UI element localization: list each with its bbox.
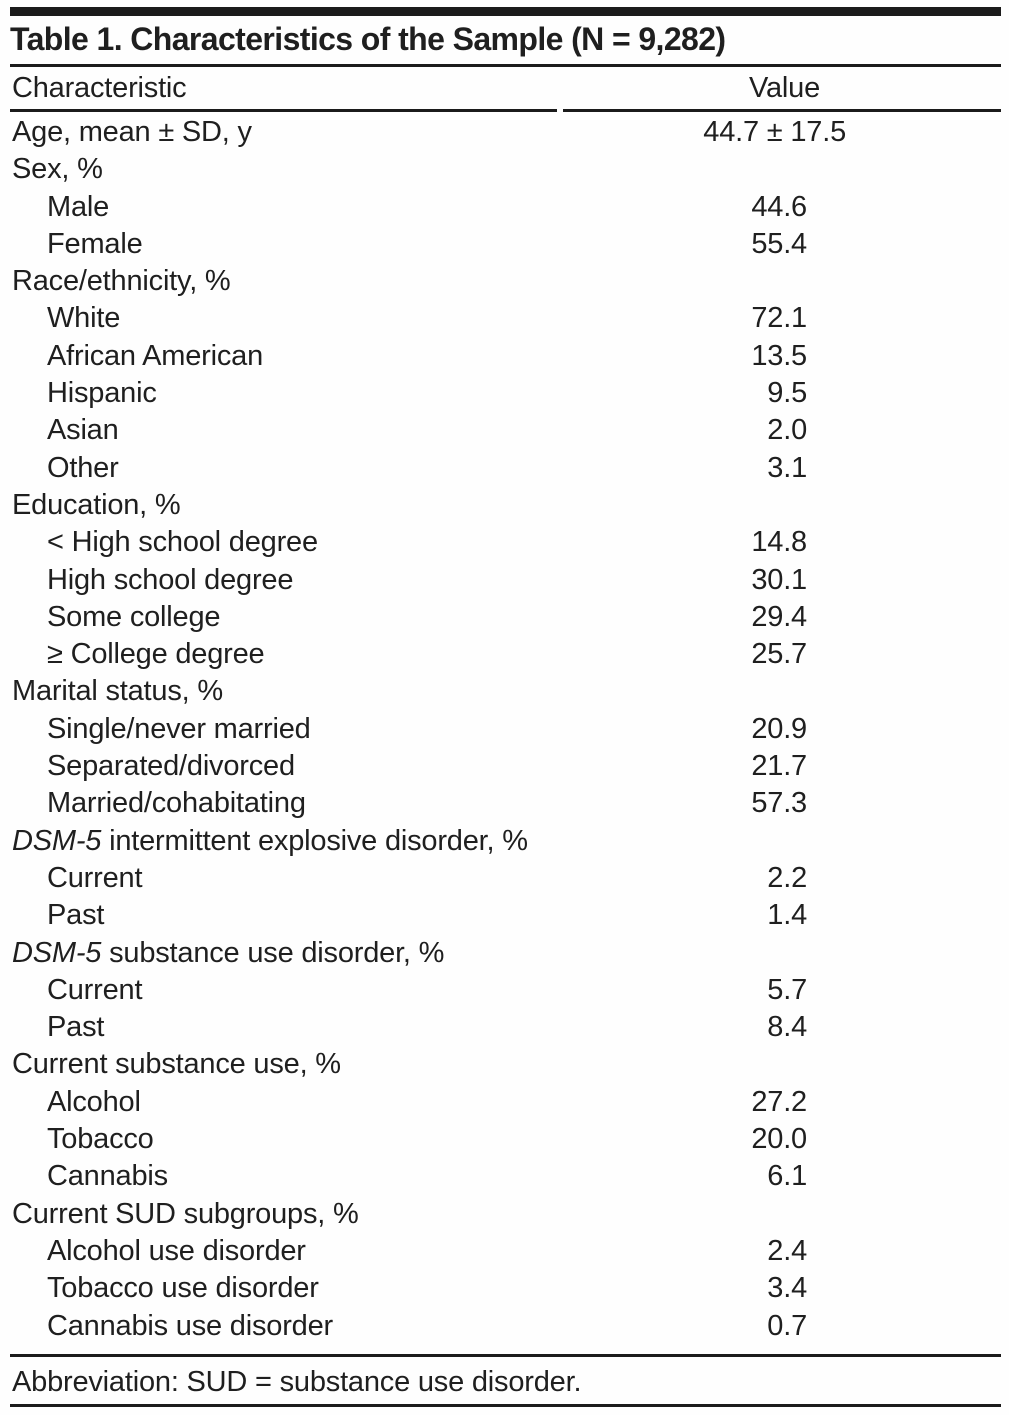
row-value bbox=[560, 151, 1009, 188]
table-row bbox=[0, 300, 1009, 337]
table-row bbox=[0, 1158, 1009, 1195]
row-label-text: Current substance use, % bbox=[12, 1048, 341, 1081]
row-value bbox=[560, 1046, 1009, 1083]
table-row bbox=[0, 1046, 1009, 1083]
row-characteristic-label bbox=[0, 300, 560, 337]
row-characteristic-label bbox=[0, 1121, 560, 1158]
table-row bbox=[0, 1084, 1009, 1121]
row-value: 21.7 bbox=[751, 750, 807, 783]
row-label-text: Current bbox=[47, 973, 143, 1006]
table-row bbox=[0, 1270, 1009, 1307]
table-row bbox=[0, 189, 1009, 226]
row-label-text: Alcohol bbox=[47, 1085, 141, 1118]
row-label-text: Tobacco use disorder bbox=[47, 1272, 319, 1305]
row-characteristic-label bbox=[0, 1270, 560, 1307]
table-row bbox=[0, 711, 1009, 748]
table-row bbox=[0, 935, 1009, 972]
table-row bbox=[0, 860, 1009, 897]
row-value: 57.3 bbox=[751, 787, 807, 820]
row-characteristic-label bbox=[0, 599, 560, 636]
table-row bbox=[0, 450, 1009, 487]
row-label-text: Past bbox=[47, 1011, 105, 1044]
row-value: 6.1 bbox=[767, 1160, 807, 1193]
row-characteristic-label bbox=[0, 860, 560, 897]
row-characteristic-label bbox=[0, 151, 560, 188]
row-value: 2.0 bbox=[767, 414, 807, 447]
table-body bbox=[0, 112, 1009, 1345]
table-row bbox=[0, 114, 1009, 151]
row-characteristic-label bbox=[0, 1009, 560, 1046]
row-label-text: substance use disorder, % bbox=[101, 936, 445, 969]
table-header-row bbox=[0, 67, 1009, 109]
header-rule-right-segment bbox=[563, 109, 1001, 112]
row-characteristic-label bbox=[0, 1233, 560, 1270]
row-characteristic-label bbox=[0, 636, 560, 673]
row-value: 20.0 bbox=[751, 1123, 807, 1156]
row-value: 72.1 bbox=[751, 302, 807, 335]
table-footnote: Abbreviation: SUD = substance use disorder. bbox=[12, 1365, 582, 1398]
row-value: 13.5 bbox=[751, 339, 807, 372]
row-characteristic-label bbox=[0, 711, 560, 748]
row-value bbox=[560, 487, 1009, 524]
row-value: 44.7 ± 17.5 bbox=[703, 116, 846, 148]
row-value: 29.4 bbox=[751, 600, 807, 633]
row-value: 3.4 bbox=[767, 1272, 807, 1305]
table-row bbox=[0, 338, 1009, 375]
row-label-text: Past bbox=[47, 899, 105, 932]
row-label-text: Marital status, % bbox=[12, 675, 223, 708]
table-row bbox=[0, 226, 1009, 263]
row-value bbox=[560, 935, 1009, 972]
table-row bbox=[0, 785, 1009, 822]
row-label-text: Hispanic bbox=[47, 377, 157, 410]
column-header-value: Value bbox=[748, 72, 821, 104]
row-characteristic-label bbox=[0, 226, 560, 263]
row-characteristic-label bbox=[0, 1308, 560, 1345]
row-characteristic-label bbox=[0, 114, 560, 151]
row-label-text: intermittent explosive disorder, % bbox=[101, 824, 528, 857]
row-characteristic-label bbox=[0, 1084, 560, 1121]
row-label-text: Married/cohabitating bbox=[47, 787, 306, 820]
table-row bbox=[0, 823, 1009, 860]
table-row bbox=[0, 1196, 1009, 1233]
row-characteristic-label bbox=[0, 1158, 560, 1195]
row-value: 27.2 bbox=[751, 1085, 807, 1118]
table-bottom-rule bbox=[10, 1404, 1001, 1407]
table-row bbox=[0, 1121, 1009, 1158]
row-value: 9.5 bbox=[767, 377, 807, 410]
row-characteristic-label bbox=[0, 897, 560, 934]
row-characteristic-label bbox=[0, 1046, 560, 1083]
table-row bbox=[0, 263, 1009, 300]
row-label-text: Some college bbox=[47, 600, 221, 633]
table-row bbox=[0, 673, 1009, 710]
row-label-text: Alcohol use disorder bbox=[47, 1234, 306, 1267]
row-characteristic-label bbox=[0, 450, 560, 487]
table-row bbox=[0, 487, 1009, 524]
row-label-text: Tobacco bbox=[47, 1123, 154, 1156]
row-value: 0.7 bbox=[767, 1309, 807, 1342]
row-value: 2.4 bbox=[767, 1234, 807, 1267]
row-value bbox=[560, 823, 1009, 860]
row-label-text: Education, % bbox=[12, 488, 181, 521]
row-label-text: < High school degree bbox=[47, 526, 318, 559]
row-value: 44.6 bbox=[751, 190, 807, 223]
row-value: 20.9 bbox=[751, 712, 807, 745]
row-characteristic-label bbox=[0, 562, 560, 599]
header-divider-rule bbox=[10, 109, 1001, 112]
table-row bbox=[0, 599, 1009, 636]
table-row bbox=[0, 1308, 1009, 1345]
table-top-bar bbox=[10, 7, 1001, 16]
header-rule-left-segment bbox=[10, 109, 557, 112]
table-title: Table 1. Characteristics of the Sample (N = 9,282) bbox=[10, 21, 726, 57]
row-value bbox=[560, 263, 1009, 300]
row-characteristic-label bbox=[0, 935, 560, 972]
table-row bbox=[0, 897, 1009, 934]
row-label-text: Separated/divorced bbox=[47, 750, 295, 783]
row-label-text: Current SUD subgroups, % bbox=[12, 1197, 359, 1230]
row-characteristic-label bbox=[0, 972, 560, 1009]
row-characteristic-label bbox=[0, 1196, 560, 1233]
row-label-text: African American bbox=[47, 339, 263, 372]
row-label-text: Single/never married bbox=[47, 712, 311, 745]
row-value: 30.1 bbox=[751, 563, 807, 596]
row-characteristic-label bbox=[0, 412, 560, 449]
row-characteristic-label bbox=[0, 748, 560, 785]
row-value: 25.7 bbox=[751, 638, 807, 671]
table-row bbox=[0, 1009, 1009, 1046]
row-characteristic-label bbox=[0, 823, 560, 860]
row-label-text: Sex, % bbox=[12, 153, 103, 186]
row-value: 14.8 bbox=[751, 526, 807, 559]
row-value: 55.4 bbox=[751, 227, 807, 260]
row-label-text: Female bbox=[47, 227, 143, 260]
row-characteristic-label bbox=[0, 673, 560, 710]
row-characteristic-label bbox=[0, 524, 560, 561]
row-label-text: Other bbox=[47, 451, 119, 484]
row-label-text: Race/ethnicity, % bbox=[12, 265, 231, 298]
column-header-characteristic: Characteristic bbox=[12, 72, 187, 104]
table-row bbox=[0, 562, 1009, 599]
row-label-italic-prefix: DSM-5 bbox=[12, 936, 102, 969]
row-label-text: Cannabis bbox=[47, 1160, 168, 1193]
row-label-text: Age, mean ± SD, y bbox=[12, 116, 252, 148]
table-row bbox=[0, 412, 1009, 449]
table-row bbox=[0, 636, 1009, 673]
row-characteristic-label bbox=[0, 375, 560, 412]
row-value: 2.2 bbox=[767, 861, 807, 894]
row-characteristic-label bbox=[0, 189, 560, 226]
row-label-text: High school degree bbox=[47, 563, 294, 596]
row-value: 5.7 bbox=[767, 973, 807, 1006]
table-row bbox=[0, 1233, 1009, 1270]
table-row bbox=[0, 972, 1009, 1009]
table-row bbox=[0, 524, 1009, 561]
row-label-text: White bbox=[47, 302, 121, 335]
row-value bbox=[560, 1196, 1009, 1233]
row-value: 3.1 bbox=[767, 451, 807, 484]
table-row bbox=[0, 375, 1009, 412]
row-characteristic-label bbox=[0, 338, 560, 375]
row-label-text: Current bbox=[47, 861, 143, 894]
row-label-text: Male bbox=[47, 190, 110, 223]
row-label-text: ≥ College degree bbox=[47, 638, 265, 671]
row-value: 8.4 bbox=[767, 1011, 807, 1044]
row-characteristic-label bbox=[0, 263, 560, 300]
row-label-italic-prefix: DSM-5 bbox=[12, 824, 102, 857]
table-row bbox=[0, 151, 1009, 188]
row-characteristic-label bbox=[0, 785, 560, 822]
row-value: 1.4 bbox=[767, 899, 807, 932]
table-row bbox=[0, 748, 1009, 785]
row-label-text: Cannabis use disorder bbox=[47, 1309, 333, 1342]
row-characteristic-label bbox=[0, 487, 560, 524]
row-label-text: Asian bbox=[47, 414, 119, 447]
row-value bbox=[560, 673, 1009, 710]
